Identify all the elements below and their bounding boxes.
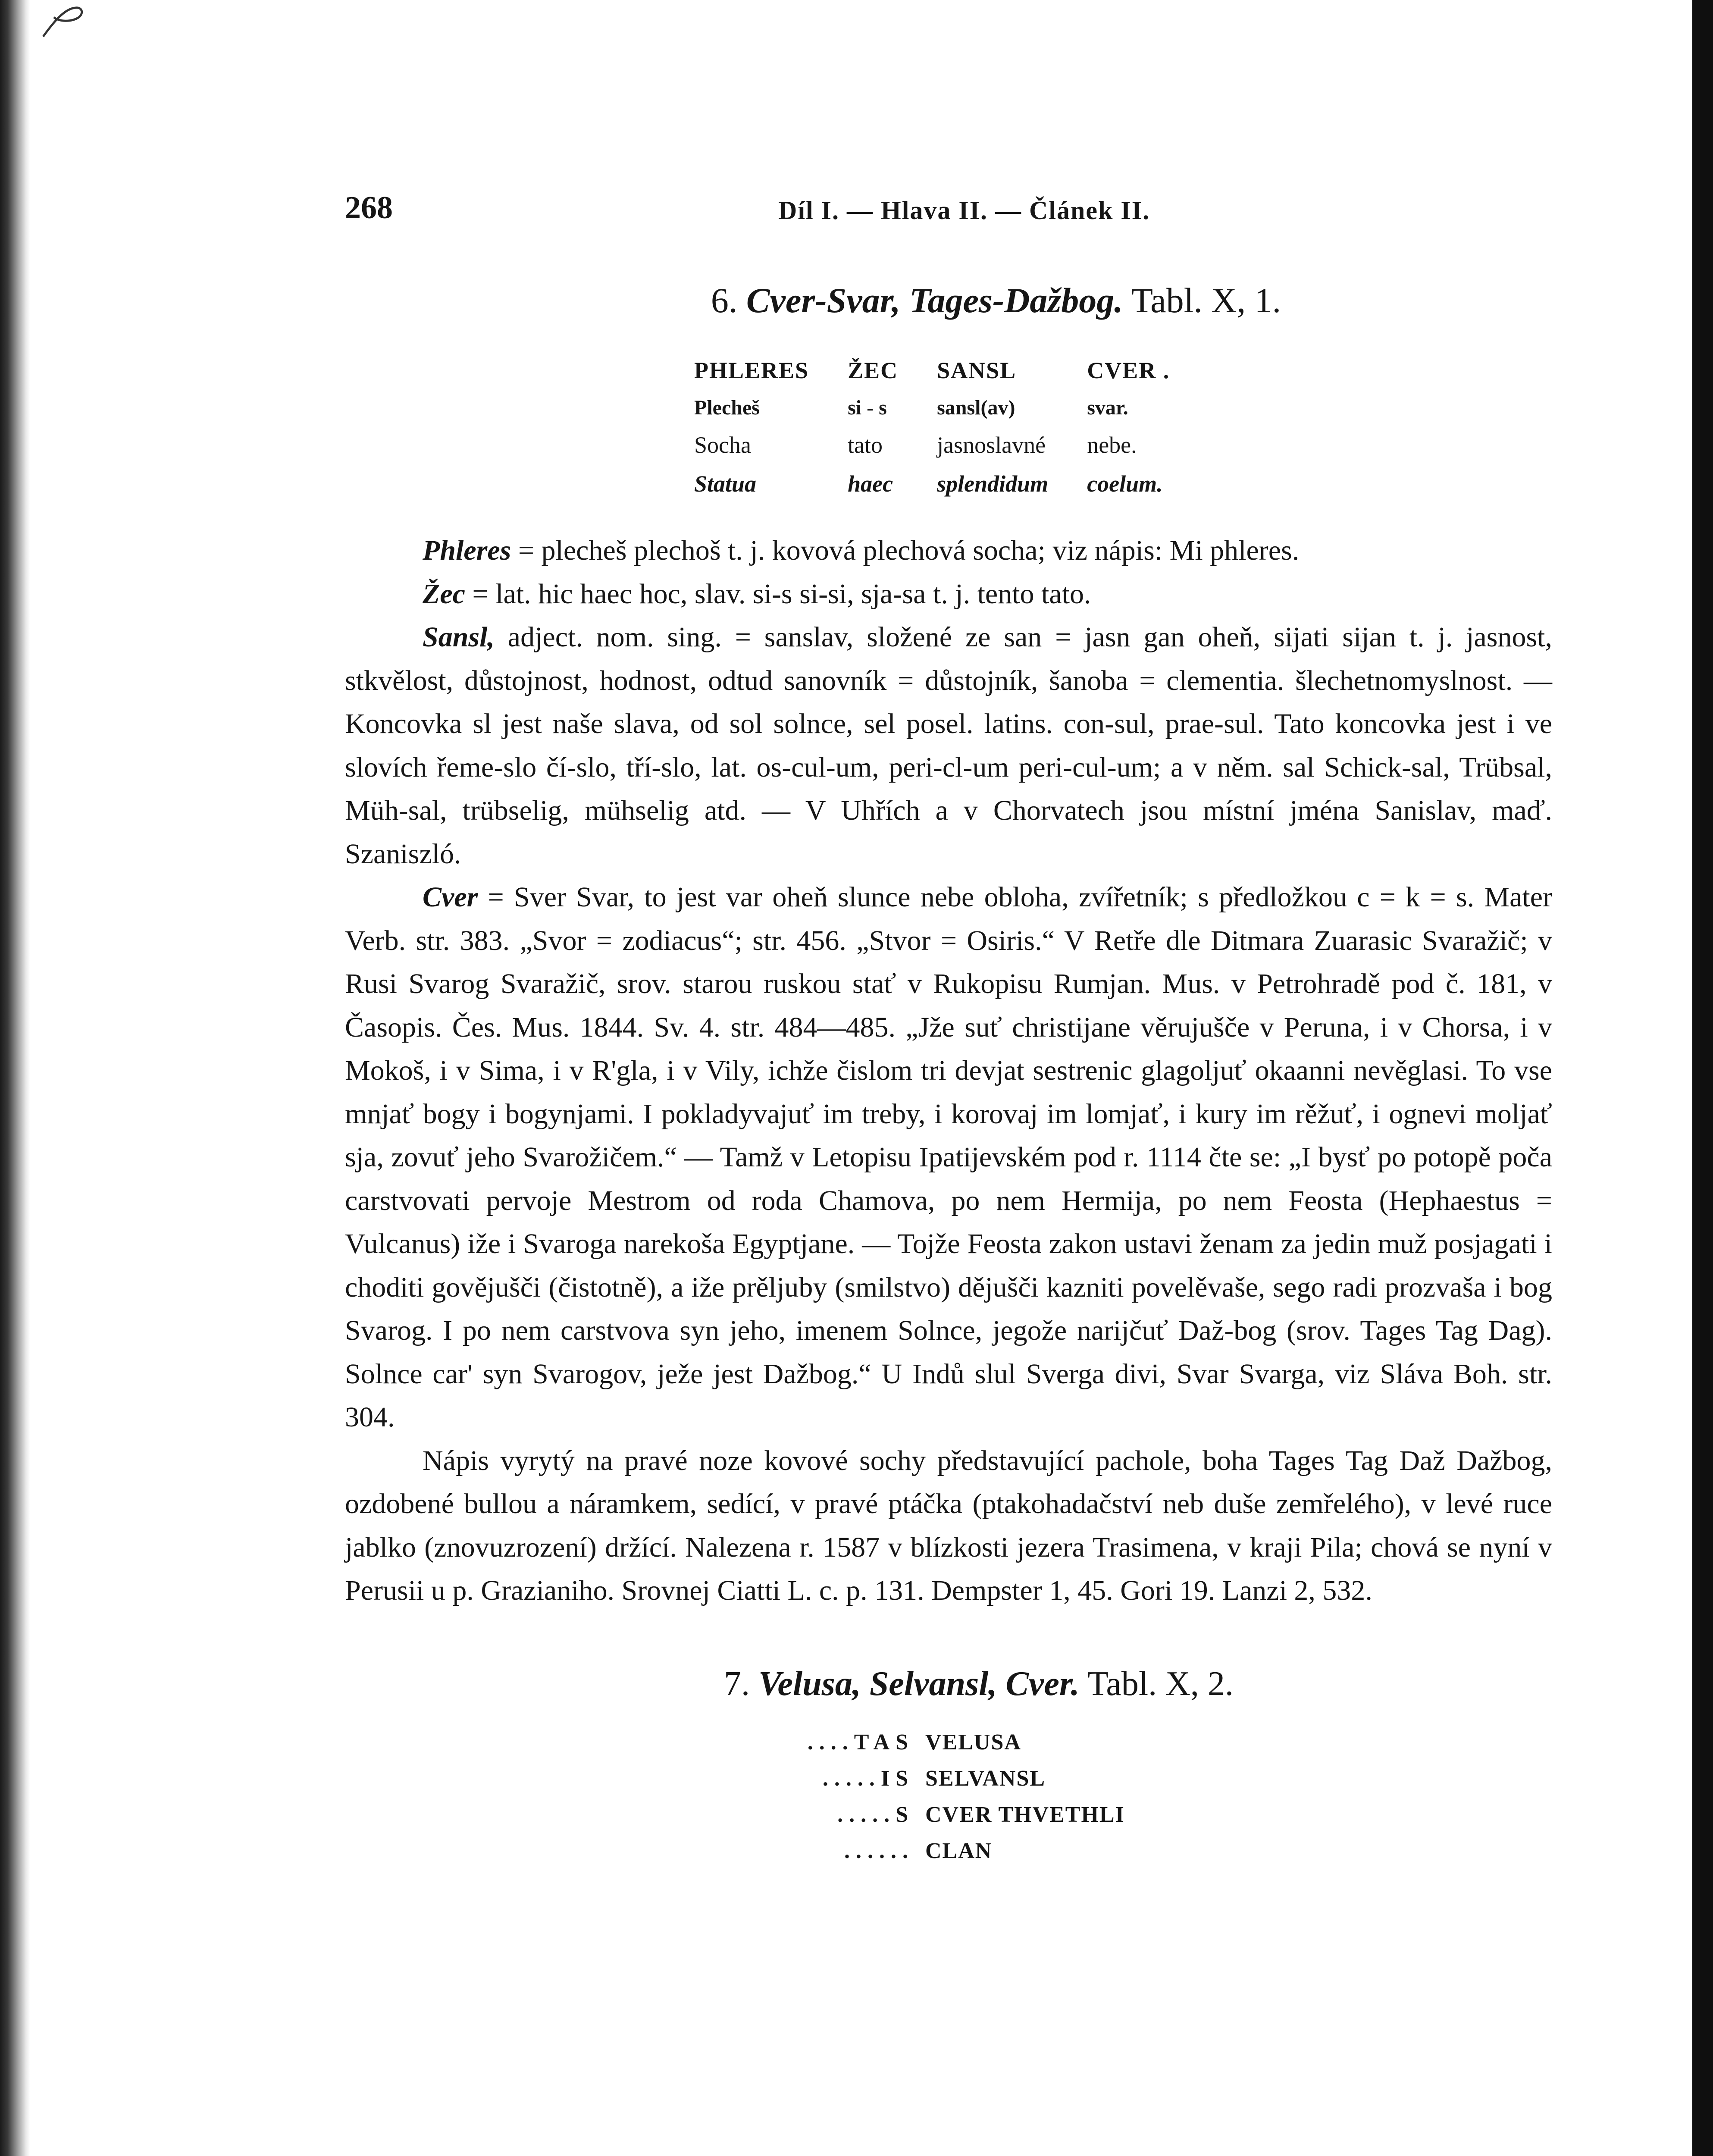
inscription-row-czech xyxy=(694,426,1209,464)
keyword: Sansl, xyxy=(423,621,495,653)
dots-text: ..... xyxy=(837,1802,896,1827)
keyword: Cver xyxy=(423,881,478,913)
table-reference: Tabl. X, 1. xyxy=(1131,281,1281,320)
paragraph-text: adject. nom. sing. = sanslav, složené ze san = jasn gan oheň, sijati sijan t. j. jasnost, stkvělost, důstojnost, hodnost, odtud sanovník = důstojník, šanoba = clementia. šlechetnomyslnost. — Koncovka sl jest naše slava, od sol solnce, sel posel. latins. con-sul, prae-sul. Tato koncovka jest i ve slovích řeme-slo čí-slo, tří-slo, lat. os-cul-um, peri-cl-um peri-cul-um; a v něm. sal Schick-sal, Trübsal, Müh-sal, trübselig, mühselig atd. — V Uhřích a v Chorvatech jsou místní jména Sanislav, maď. Szaniszló. xyxy=(345,621,1552,870)
word: CLAN xyxy=(925,1838,993,1863)
word: VELUSA xyxy=(925,1730,1021,1755)
cell: sansl(av) xyxy=(937,396,1015,419)
cell: si - s xyxy=(848,396,887,419)
cell: nebe. xyxy=(1087,432,1137,458)
title-tages-dazbog: Tages-Dažbog. xyxy=(909,281,1123,320)
prefix: S xyxy=(896,1802,914,1827)
inscription-line xyxy=(759,1802,1552,1838)
cell: svar. xyxy=(1087,396,1128,419)
cell: Socha xyxy=(694,432,751,458)
dots-text: .... xyxy=(807,1730,854,1755)
section-7-title xyxy=(345,1664,1552,1704)
cell: coelum. xyxy=(1087,471,1163,497)
cell: Plecheš xyxy=(694,396,760,419)
paragraph-text: Nápis vyrytý na pravé noze kovové sochy představující pachole, boha Tages Tag Daž Dažbog, ozdobené bullou a náramkem, sedící, v pravé ptáčka (ptakohadačství neb duše zemřelého), v levé ruce jablko (znovuzrození) držící. Nalezena r. 1587 v blízkosti jezera Trasimena, v kraji Pila; chová se nyní v Perusii u p. Grazianiho. Srovnej Ciatti L. c. p. 131. Dempster 1, 45. Gori 19. Lanzi 2, 532. xyxy=(345,1445,1552,1606)
word: CVER THVETHLI xyxy=(925,1802,1125,1827)
section-number: 7. xyxy=(724,1664,750,1703)
corner-pencil-mark xyxy=(41,4,88,43)
page-number: 268 xyxy=(345,190,393,226)
paragraph-zec xyxy=(345,573,1552,616)
cell: haec xyxy=(848,471,893,497)
paragraph-text: = lat. hic haec hoc, slav. si-s si-si, sja-sa t. j. tento tato. xyxy=(465,578,1091,610)
cell: ŽEC xyxy=(848,357,899,383)
document-page xyxy=(345,190,1552,1874)
page-edge-right xyxy=(1692,0,1713,2156)
prefix: IS xyxy=(880,1766,914,1791)
paragraph-cver xyxy=(345,876,1552,1439)
dots xyxy=(759,1838,914,1864)
table-reference: Tabl. X, 2. xyxy=(1087,1664,1234,1703)
dots xyxy=(759,1802,914,1827)
cell: SANSL xyxy=(937,357,1017,383)
dots-text: ..... xyxy=(822,1766,881,1791)
body-text xyxy=(345,529,1552,1613)
paragraph-text: = Sver Svar, to jest var oheň slunce nebe obloha, zvířetník; s předložkou c = k = s. Mater Verb. str. 383. „Svor = zodiacus“; str. 456. „Stvor = Osiris.“ V Retře dle Ditmara Zuarasic Svaražič; v Rusi Svarog Svaražič, srov. starou ruskou stať v Rukopisu Rumjan. Mus. v Petrohradě pod č. 181, v Časopis. Čes. Mus. 1844. Sv. 4. str. 484—485. „Jže suť christijane věrujušče v Peruna, i v Chorsa, i v Mokoš, i v Sima, i v R'gla, i v Vily, ichže čislom tri devjat sestrenic glagoljuť okaanni nevěglasi. To vse mnjať bogy i bogynjami. I pokladyvajuť im treby, i korovaj im lomjať, i kury im rěžuť, i ognevi moljať sja, zovuť jeho Svarožičem.“ — Tamž v Letopisu Ipatijevském pod r. 1114 čte se: „I bysť po potopě poča carstvovati pervoje Mestrom od roda Chamova, po nem Hermija, po nem Feosta (Hephaestus = Vulcanus) iže i Svaroga narekoša Egyptjane. — Tojže Feosta zakon ustavi ženam za jedin muž posjagati i choditi govějušči (čistotně), a iže prěljuby (smilstvo) dějušči kazniti povelěvaše, sego radi prozvaša i bog Svarog. I po nem carstvova syn jeho, imenem Solnce, jegože narijčuť Dаž-bog (srov. Tages Tag Dag). Solnce car' syn Svarogov, ježe jest Dažbog.“ U Indů slul Sverga divi, Svar Svarga, viz Sláva Boh. str. 304. xyxy=(345,881,1552,1433)
paragraph-text: = plecheš plechoš t. j. kovová plechová socha; viz nápis: Mi phleres. xyxy=(511,535,1300,566)
paragraph-sansl xyxy=(345,616,1552,876)
inscription-row-original xyxy=(694,351,1209,390)
running-title: Díl I. — Hlava II. — Článek II. xyxy=(778,196,1150,225)
keyword: Žec xyxy=(423,578,465,610)
title-cver-svar: Cver-Svar, xyxy=(746,281,901,320)
inscription-line xyxy=(759,1838,1552,1874)
cell: tato xyxy=(848,432,883,458)
cell: Statua xyxy=(694,471,757,497)
section-6-title xyxy=(345,280,1552,321)
section-number: 6. xyxy=(711,281,738,320)
cell: jasnoslavné xyxy=(937,432,1046,458)
word: SELVANSL xyxy=(925,1766,1046,1791)
inscription-row-transliteration xyxy=(694,390,1209,426)
dots xyxy=(759,1730,914,1755)
cell: CVER . xyxy=(1087,357,1170,383)
title-velusa: Velusa, Selvansl, Cver. xyxy=(758,1664,1080,1703)
inscription-row-latin xyxy=(694,464,1209,503)
keyword: Phleres xyxy=(423,535,511,566)
paragraph-napis xyxy=(345,1439,1552,1613)
inscription-line xyxy=(759,1730,1552,1766)
paragraph-phleres xyxy=(345,529,1552,573)
dots xyxy=(759,1766,914,1791)
cell: PHLERES xyxy=(694,357,809,383)
inscription-7 xyxy=(759,1730,1552,1874)
prefix: TAS xyxy=(854,1730,914,1755)
running-head xyxy=(345,190,1552,237)
page-edge-left xyxy=(0,0,30,2156)
dots-text: ...... xyxy=(844,1838,914,1863)
cell: splendidum xyxy=(937,471,1049,497)
inscription-table-6 xyxy=(694,351,1209,503)
inscription-line xyxy=(759,1766,1552,1802)
